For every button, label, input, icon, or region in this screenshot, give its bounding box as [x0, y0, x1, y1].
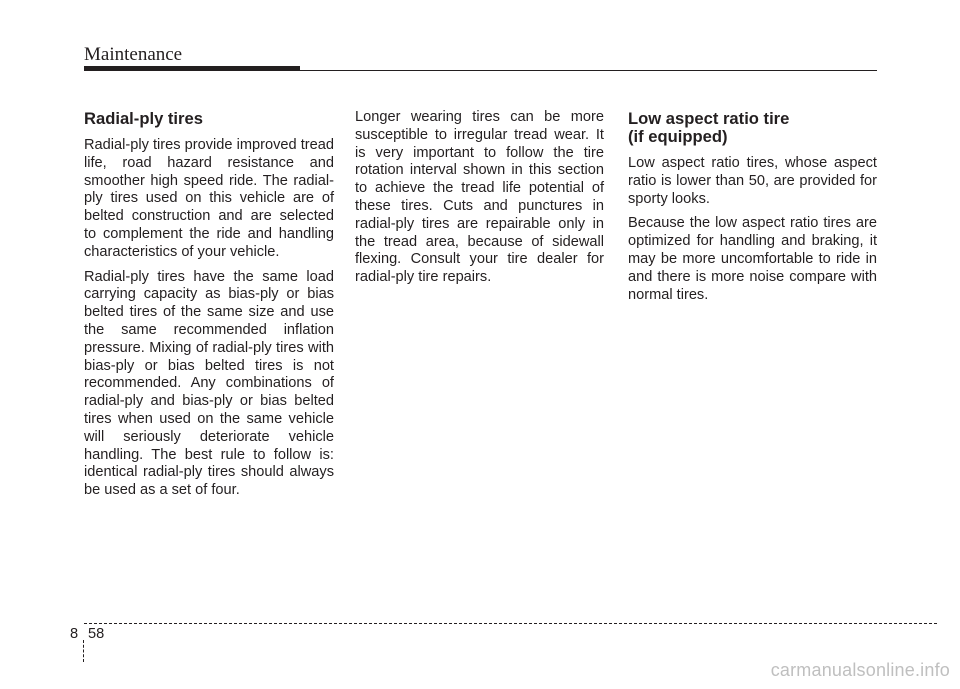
header-title: Maintenance: [84, 44, 183, 65]
header-rule-thin: [300, 70, 877, 71]
section-heading-radial-ply: Radial-ply tires: [84, 109, 203, 128]
section-heading-low-aspect-ratio: [628, 110, 877, 146]
footer-dashed-rule: [84, 623, 937, 624]
header-rule-thick: [84, 66, 300, 71]
paragraph: Because the low aspect ratio tires are optimized for handling and braking, it may be more uncomfortable to ride in and there is more noise compare with normal tires.: [628, 215, 877, 303]
page-number: 58: [88, 626, 105, 642]
column-tread-wear: [355, 109, 604, 294]
column-radial-ply: [84, 110, 334, 507]
paragraph: Longer wearing tires can be more susceptible to irregular tread wear. It is very important to follow the tire rotation interval shown in this section to achieve the tread life potential of these tires. Cuts and punctures in radial-ply tires are repairable only in the tread area, because of sidewall flexing. Consult your tire dealer for radial-ply tire repairs.: [355, 109, 604, 286]
column-low-aspect-ratio: [628, 110, 877, 311]
heading-line: (if equipped): [628, 127, 728, 146]
heading-line: Low aspect ratio tire: [628, 109, 790, 128]
paragraph: Low aspect ratio tires, whose aspect ratio is lower than 50, are provided for sporty looks.: [628, 155, 877, 207]
watermark: carmanualsonline.info: [770, 660, 950, 680]
chapter-number: 8: [70, 626, 79, 642]
paragraph: Radial-ply tires have the same load carrying capacity as bias-ply or bias belted tires of the same size and use the same recommended inflation pressure. Mixing of radial-ply tires with bias-ply or bias belted tires is not recommended. Any combinations of radial-ply and bias-ply or bias belted tires when used on the same vehicle will seriously deteriorate vehicle handling. The best rule to follow is: identical radial-ply tires should always be used as a set of four.: [84, 268, 334, 499]
footer-dashed-divider: [83, 640, 84, 662]
paragraph: Radial-ply tires provide improved tread life, road hazard resistance and smoother high speed ride. The radial-ply tires used on this vehicle are of belted construction and are selected to complement the ride and handling characteristics of your vehicle.: [84, 137, 334, 260]
